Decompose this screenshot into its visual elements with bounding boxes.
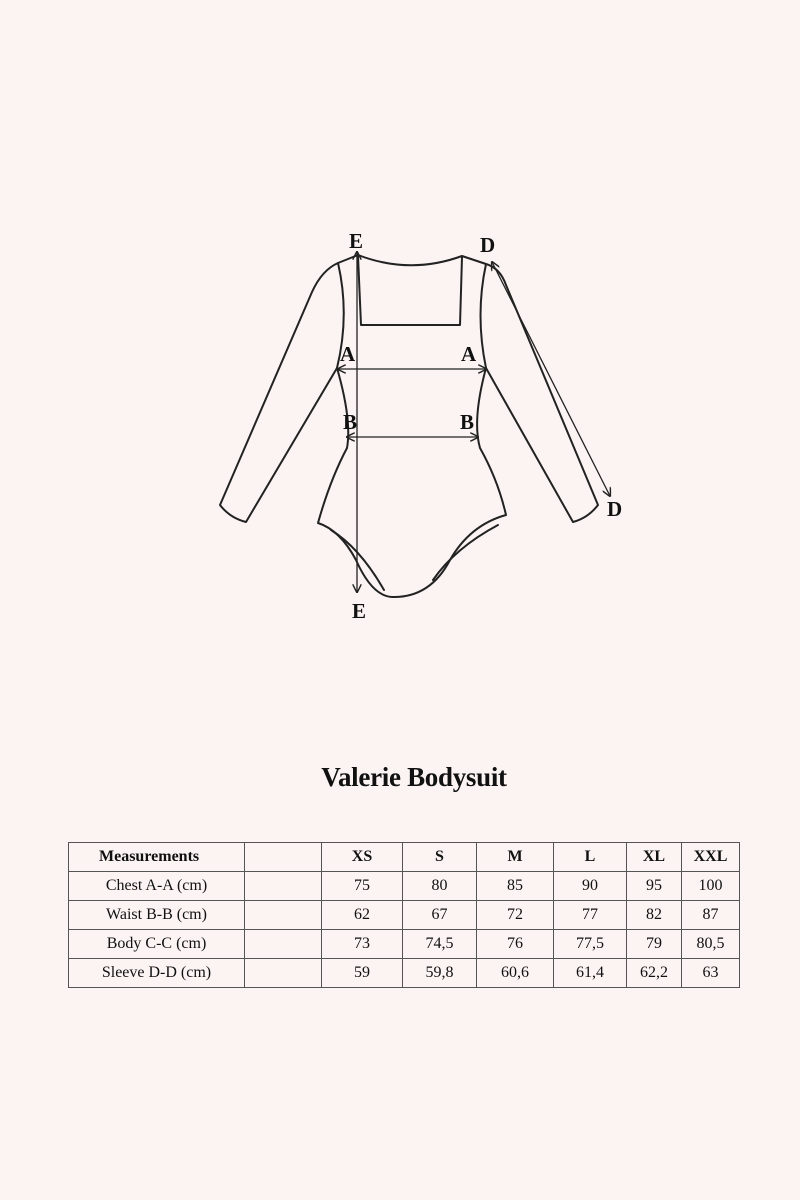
empty-cell [245, 930, 322, 959]
table-cell: 67 [403, 901, 477, 930]
measure-line-d [492, 262, 610, 496]
table-cell: 76 [477, 930, 554, 959]
table-cell: 62 [322, 901, 403, 930]
table-cell: 73 [322, 930, 403, 959]
header-empty [245, 843, 322, 872]
row-label: Sleeve D-D (cm) [69, 959, 245, 988]
header-size: XXL [682, 843, 740, 872]
table-cell: 77,5 [554, 930, 627, 959]
left-sleeve [220, 263, 338, 522]
product-title: Valerie Bodysuit [321, 762, 507, 792]
table-cell: 95 [627, 872, 682, 901]
row-label: Waist B-B (cm) [69, 901, 245, 930]
table-cell: 75 [322, 872, 403, 901]
empty-cell [245, 901, 322, 930]
table-row [69, 872, 740, 901]
label-e-bottom: E [352, 599, 367, 623]
label-d-bottom: D [607, 497, 623, 521]
header-size: XL [627, 843, 682, 872]
table-row [69, 901, 740, 930]
empty-cell [245, 872, 322, 901]
table-cell: 87 [682, 901, 740, 930]
table-row [69, 959, 740, 988]
header-size: XS [322, 843, 403, 872]
table-cell: 72 [477, 901, 554, 930]
table-cell: 61,4 [554, 959, 627, 988]
header-size: L [554, 843, 627, 872]
table-cell: 62,2 [627, 959, 682, 988]
table-cell: 74,5 [403, 930, 477, 959]
table-cell: 59,8 [403, 959, 477, 988]
row-label: Chest A-A (cm) [69, 872, 245, 901]
table-cell: 60,6 [477, 959, 554, 988]
label-b-left: B [343, 410, 358, 434]
size-chart-table [68, 842, 740, 988]
label-e-top: E [349, 229, 364, 253]
header-size: M [477, 843, 554, 872]
table-header-row [69, 843, 740, 872]
table-cell: 79 [627, 930, 682, 959]
neckline [358, 256, 462, 325]
label-b-right: B [460, 410, 475, 434]
header-size: S [403, 843, 477, 872]
table-cell: 80,5 [682, 930, 740, 959]
table-cell: 59 [322, 959, 403, 988]
empty-cell [245, 959, 322, 988]
table-cell: 77 [554, 901, 627, 930]
table-cell: 82 [627, 901, 682, 930]
table-cell: 85 [477, 872, 554, 901]
table-cell: 80 [403, 872, 477, 901]
table-cell: 90 [554, 872, 627, 901]
table-cell: 100 [682, 872, 740, 901]
right-sleeve [486, 264, 598, 522]
row-label: Body C-C (cm) [69, 930, 245, 959]
header-measurements: Measurements [69, 843, 245, 872]
label-a-right: A [461, 342, 477, 366]
label-d-top: D [480, 233, 496, 257]
label-a-left: A [340, 342, 356, 366]
table-row [69, 930, 740, 959]
table-cell: 63 [682, 959, 740, 988]
